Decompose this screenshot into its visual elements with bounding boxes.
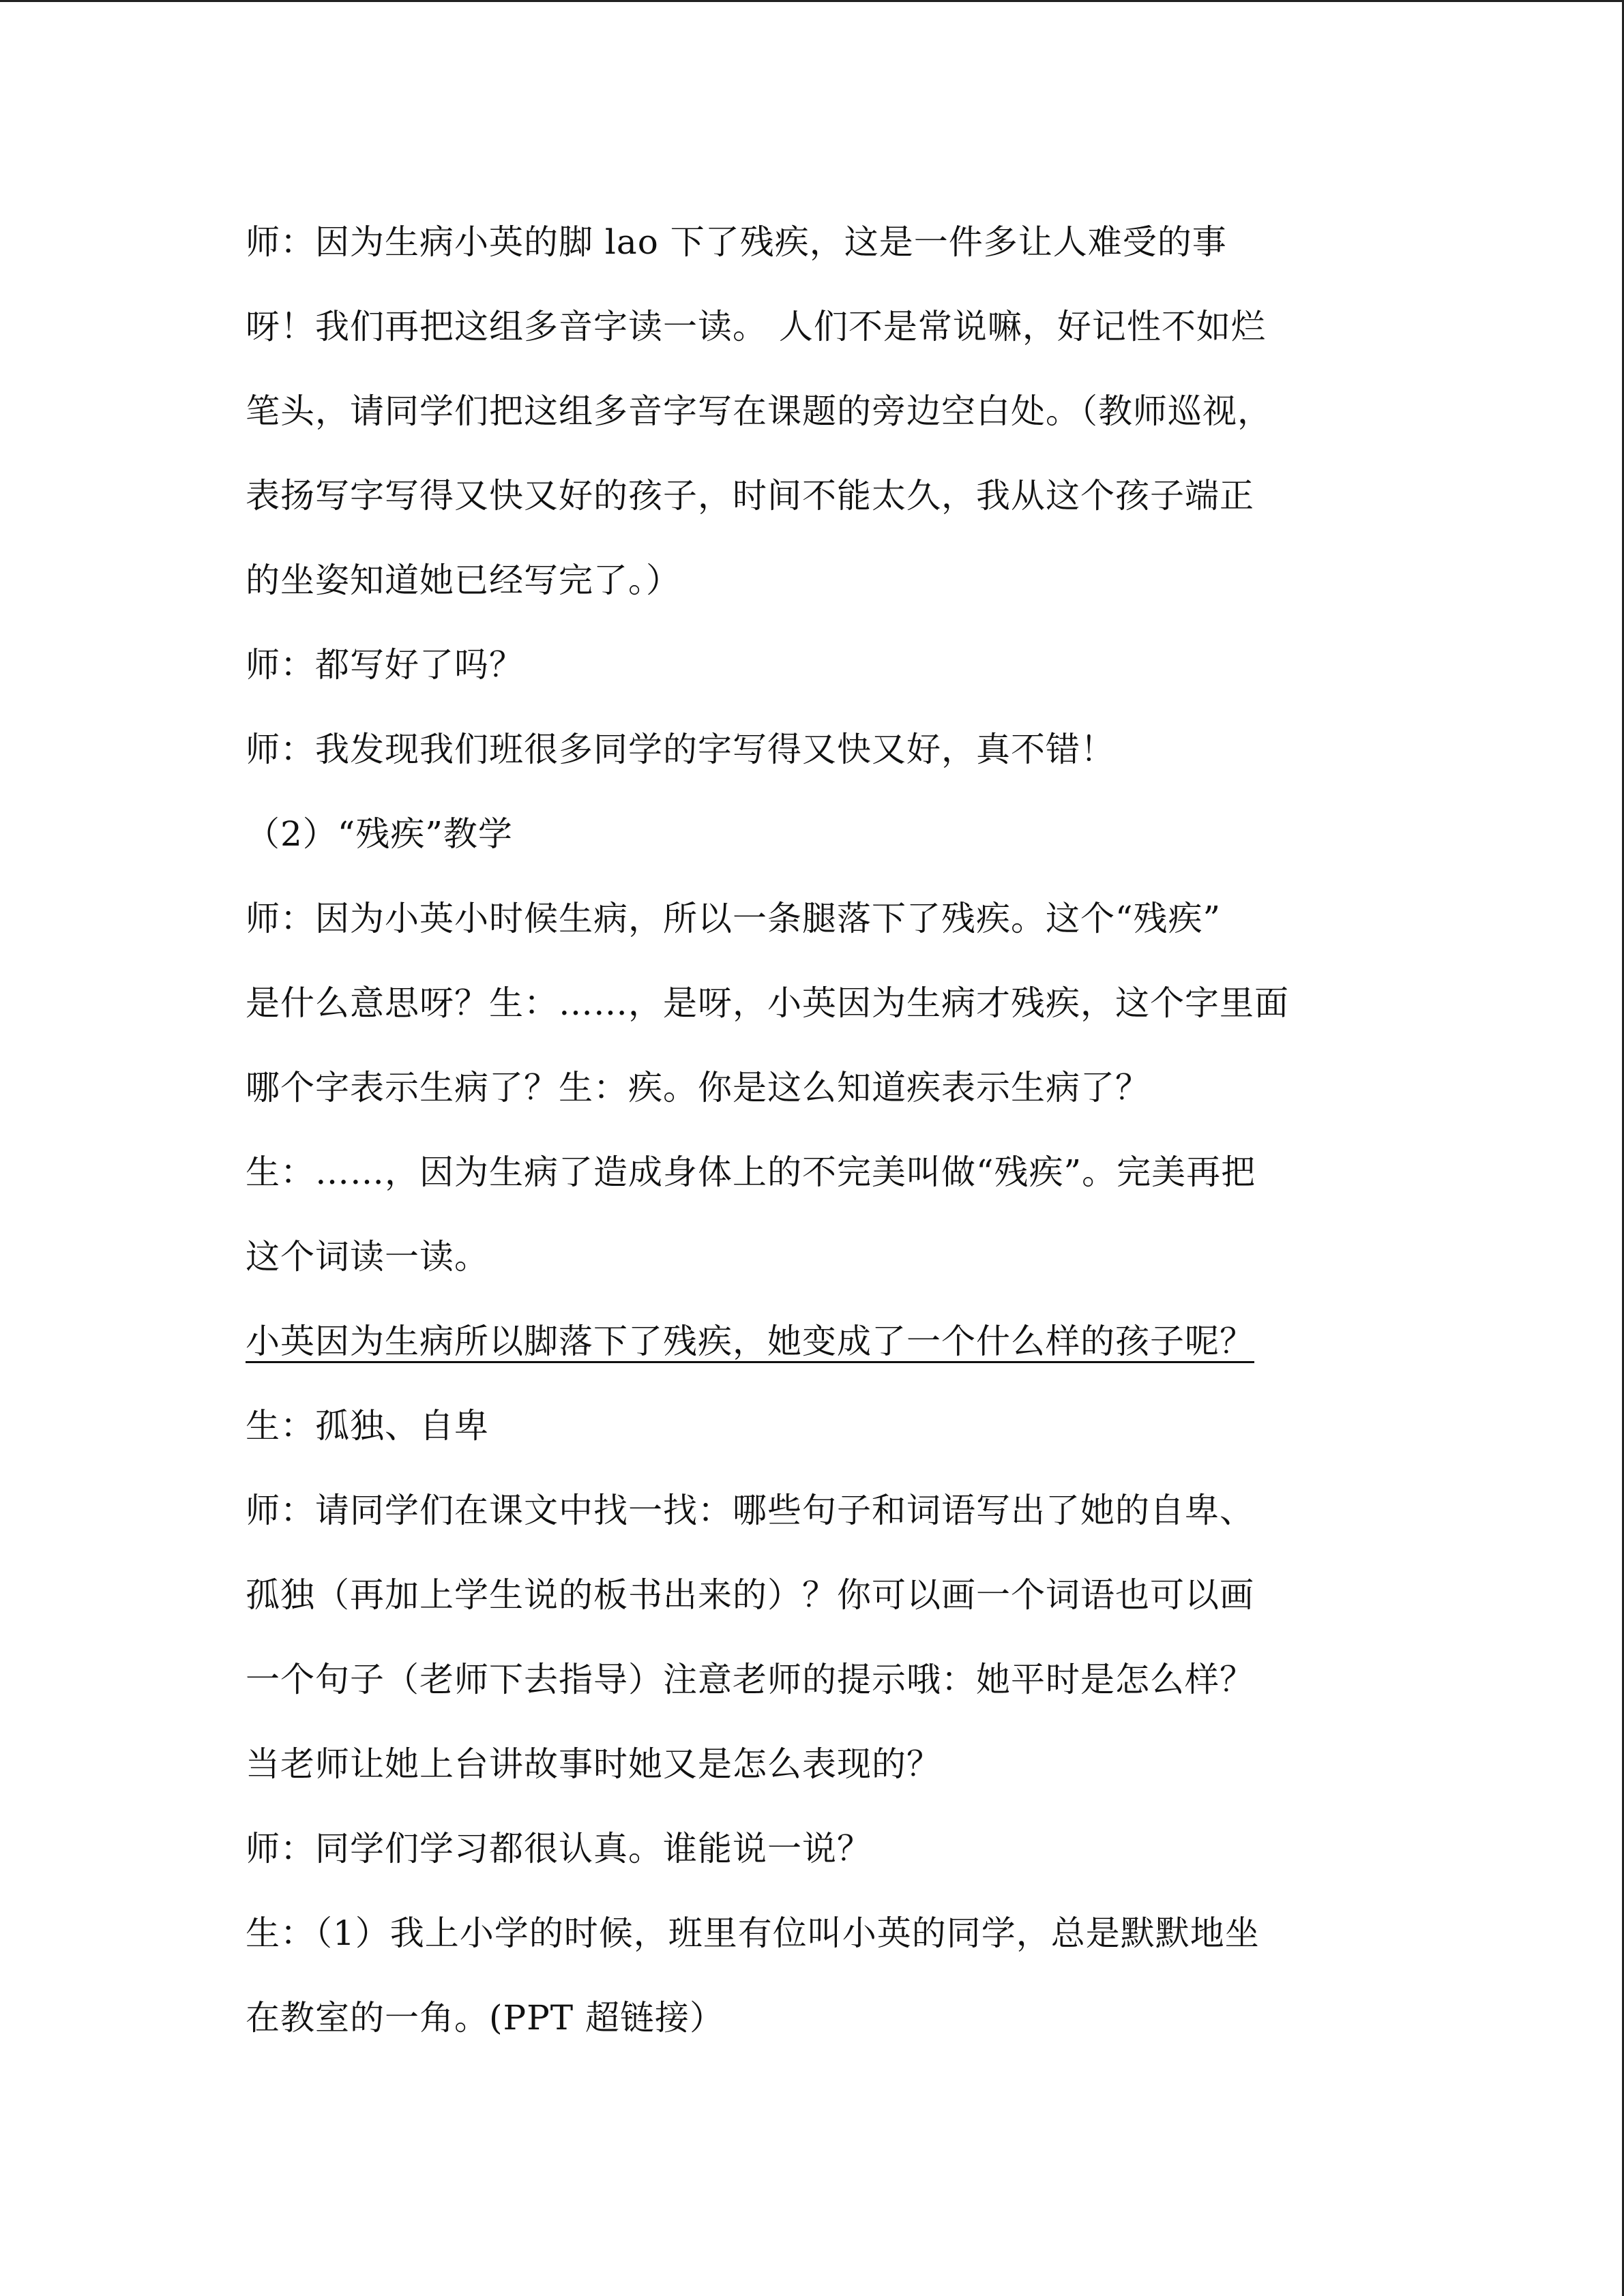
- text-line: 表扬写字写得又快又好的孩子，时间不能太久，我从这个孩子端正: [246, 476, 1254, 516]
- text-line: 是什么意思呀？生：……，是呀，小英因为生病才残疾，这个字里面: [246, 983, 1289, 1023]
- underlined-question: [246, 1299, 1391, 1384]
- text-line: 哪个字表示生病了？生：疾。你是这么知道疾表示生病了？: [246, 1068, 1150, 1107]
- section-heading: （2）“残疾”教学: [246, 814, 513, 854]
- text-line: 这个词读一读。: [246, 1237, 489, 1277]
- text-line: 师：因为生病小英的脚 lao 下了残疾，这是一件多让人难受的事: [246, 222, 1227, 262]
- text-line: 在教室的一角。(PPT 超链接）: [246, 1998, 725, 2038]
- text-line: 师：我发现我们班很多同学的字写得又快又好，真不错！: [246, 730, 1115, 769]
- text-line: 笔头，请同学们把这组多音字写在课题的旁边空白处。（教师巡视，: [246, 391, 1272, 431]
- text-line: 师：因为小英小时候生病，所以一条腿落下了残疾。这个“残疾”: [246, 899, 1222, 938]
- text-line: 师：请同学们在课文中找一找：哪些句子和词语写出了她的自卑、: [246, 1491, 1254, 1530]
- text-line: 呀！我们再把这组多音字读一读。 人们不是常说嘛，好记性不如烂: [246, 307, 1266, 346]
- text-line: 生：孤独、自卑: [246, 1406, 489, 1446]
- text-line: 的坐姿知道她已经写完了。）: [246, 561, 681, 600]
- text-line: 生：……，因为生病了造成身体上的不完美叫做“残疾”。完美再把: [246, 1152, 1256, 1192]
- text-line: 一个句子（老师下去指导）注意老师的提示哦：她平时是怎么样？: [246, 1660, 1254, 1699]
- text-line: 当老师让她上台讲故事时她又是怎么表现的？: [246, 1744, 941, 1784]
- underlined-question-text: 小英因为生病所以脚落下了残疾，她变成了一个什么样的孩子呢？: [246, 1322, 1254, 1361]
- text-line: 生：（1）我上小学的时候，班里有位叫小英的同学，总是默默地坐: [246, 1913, 1260, 1953]
- text-line: 师：同学们学习都很认真。谁能说一说？: [246, 1829, 872, 1868]
- document-body: [246, 200, 1391, 2060]
- text-line: 孤独（再加上学生说的板书出来的）？你可以画一个词语也可以画: [246, 1575, 1254, 1615]
- text-line: 师：都写好了吗？: [246, 645, 524, 685]
